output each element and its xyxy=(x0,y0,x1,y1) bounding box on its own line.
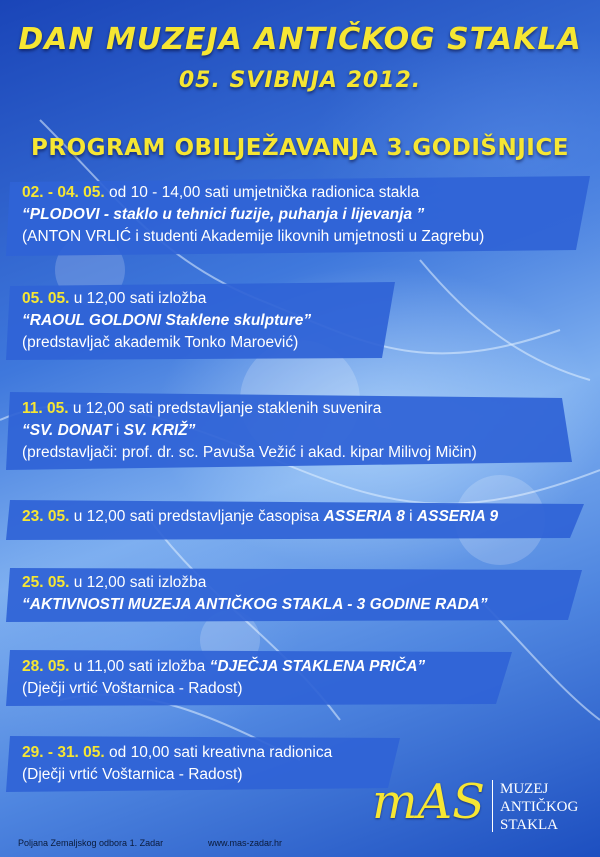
event-presenter: (predstavljač akademik Tonko Maroević) xyxy=(22,334,299,351)
event-date: 28. 05. xyxy=(22,658,70,675)
logo-line: STAKLA xyxy=(500,817,558,833)
event-date: 02. - 04. 05. xyxy=(22,184,105,201)
event-presenter: (predstavljači: prof. dr. sc. Pavuša Vežić i akad. kipar Milivoj Mičin) xyxy=(22,444,477,461)
logo-line: ANTIČKOG xyxy=(500,799,579,815)
museum-logo xyxy=(372,776,592,836)
event-date: 25. 05. xyxy=(22,574,70,591)
event-title-joiner: i xyxy=(111,422,124,439)
event-title-part: SV. KRIŽ” xyxy=(123,422,196,439)
footer-address: Poljana Zemaljskog odbora 1. Zadar xyxy=(18,838,164,848)
event-title-part: ASSERIA 8 xyxy=(323,508,405,525)
event-presenter: (ANTON VRLIĆ i studenti Akademije likovnih umjetnosti u Zagrebu) xyxy=(22,228,485,245)
event-banner-4 xyxy=(0,500,600,540)
event-title-joiner: i xyxy=(404,508,417,525)
event-date-title: 05. SVIBNJA 2012. xyxy=(178,68,422,93)
event-presenter: (Dječji vrtić Voštarnica - Radost) xyxy=(22,680,243,697)
footer-website[interactable]: www.mas-zadar.hr xyxy=(208,838,283,848)
logo-wordmark xyxy=(500,780,578,834)
event-date: 29. - 31. 05. xyxy=(22,744,105,761)
event-banner-6 xyxy=(0,650,600,706)
event-description: u 12,00 sati predstavljanje časopisa xyxy=(69,508,324,525)
event-description: u 12,00 sati izložba xyxy=(69,290,207,307)
logo-divider xyxy=(492,780,493,832)
event-description: u 12,00 sati predstavljanje staklenih suvenira xyxy=(68,400,382,417)
event-banner-2 xyxy=(0,282,600,362)
event-description: od 10,00 sati kreativna radionica xyxy=(104,744,333,761)
event-presenter: (Dječji vrtić Voštarnica - Radost) xyxy=(22,766,243,783)
event-banner-1 xyxy=(0,176,600,256)
event-title: “DJEČJA STAKLENA PRIČA” xyxy=(209,658,426,675)
event-banner-3 xyxy=(0,392,600,472)
logo-line: MUZEJ xyxy=(500,781,549,797)
event-description: u 11,00 sati izložba xyxy=(69,658,210,675)
event-date: 23. 05. xyxy=(22,508,70,525)
logo-mark: mAS xyxy=(372,774,486,830)
poster-title: DAN MUZEJA ANTIČKOG STAKLA xyxy=(18,22,582,57)
event-title: “AKTIVNOSTI MUZEJA ANTIČKOG STAKLA - 3 GODINE RADA” xyxy=(22,596,488,613)
event-date: 05. 05. xyxy=(22,290,70,307)
event-banner-5 xyxy=(0,566,600,622)
event-description: u 12,00 sati izložba xyxy=(69,574,207,591)
program-heading: PROGRAM OBILJEŽAVANJA 3.GODIŠNJICE xyxy=(31,135,569,161)
event-date: 11. 05. xyxy=(22,400,69,417)
event-title-part: “SV. DONAT xyxy=(22,422,112,439)
event-title: “PLODOVI - staklo u tehnici fuzije, puhanja i lijevanja ” xyxy=(22,206,425,223)
event-description: od 10 - 14,00 sati umjetnička radionica stakla xyxy=(104,184,420,201)
event-title: “RAOUL GOLDONI Staklene skulpture” xyxy=(22,312,312,329)
event-title-part: ASSERIA 9 xyxy=(416,508,499,525)
